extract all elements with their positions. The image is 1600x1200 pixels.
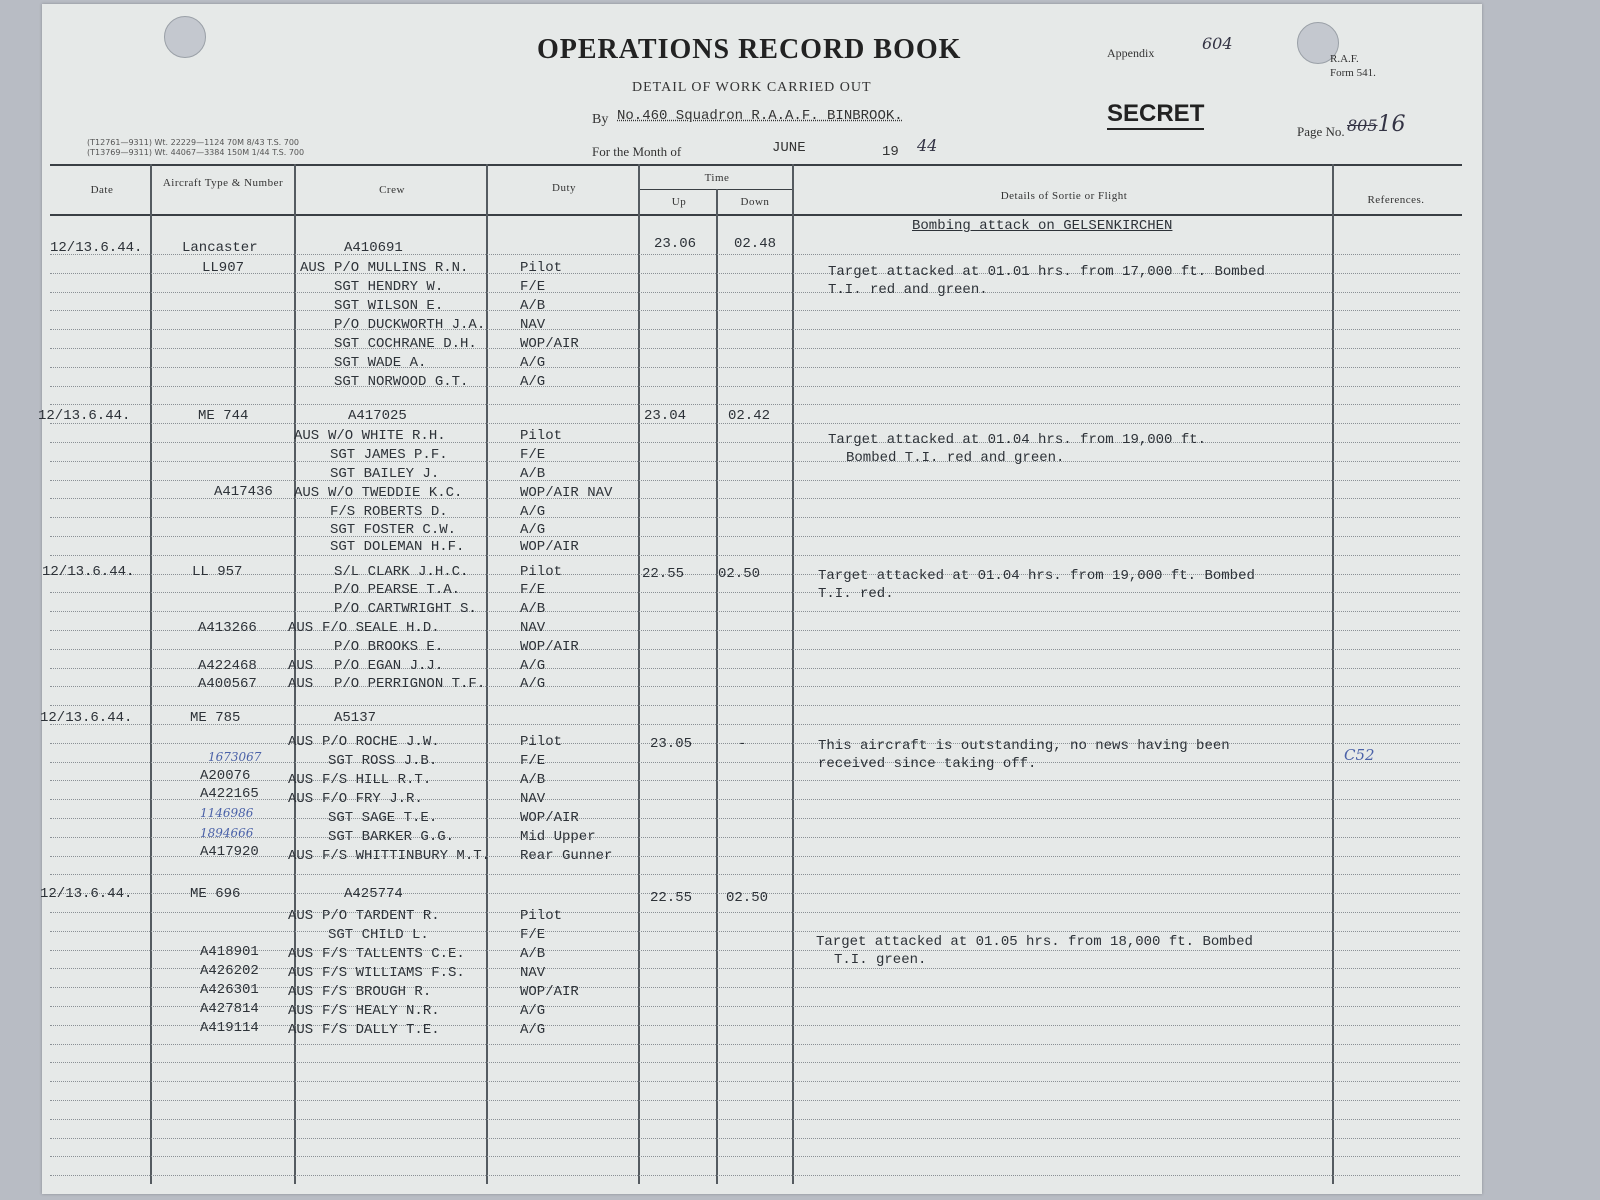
entry-4-crew-name-5: SGT SAGE T.E.	[328, 810, 438, 826]
entry-1-crew-duty-1: Pilot	[520, 260, 563, 276]
form-reference	[1330, 52, 1376, 80]
entry-2-crew-duty-2: F/E	[520, 447, 546, 463]
col-header-duty: Duty	[552, 182, 576, 194]
entry-1-service-number: A410691	[344, 240, 403, 256]
ruled-line	[50, 668, 1460, 669]
entry-4-service-number: A5137	[334, 710, 377, 726]
entry-3-crew-name-1: S/L CLARK J.H.C.	[334, 564, 469, 580]
entry-3-crew-prefix-6: AUS	[288, 658, 314, 674]
entry-4-number-3: A417920	[200, 844, 259, 860]
ruled-line	[50, 931, 1460, 932]
entry-1-crew-name-2: SGT HENDRY W.	[334, 279, 444, 295]
entry-3-crew-duty-6: A/G	[520, 658, 546, 674]
ruled-line	[50, 912, 1460, 913]
entry-3-time-down: 02.50	[718, 566, 761, 582]
col-divider-crew	[486, 164, 488, 1184]
ruled-line	[50, 762, 1460, 763]
entry-3-crew-duty-2: F/E	[520, 582, 546, 598]
ruled-line	[50, 743, 1460, 744]
entry-4-crew-duty-4: NAV	[520, 791, 546, 807]
entry-4-hand-number-3: 1894666	[200, 826, 254, 840]
print-code	[87, 138, 304, 158]
ruled-line	[50, 874, 1460, 875]
entry-2-crew-name-7: SGT DOLEMAN H.F.	[330, 539, 465, 555]
entry-4-crew-duty-7: Rear Gunner	[520, 848, 613, 864]
entry-5-crew-duty-2: F/E	[520, 927, 546, 943]
page-title: OPERATIONS RECORD BOOK	[537, 34, 962, 65]
punch-hole-left	[164, 16, 206, 58]
ruled-line	[50, 386, 1460, 387]
ruled-line	[50, 1044, 1460, 1045]
entry-4-crew-duty-6: Mid Upper	[520, 829, 596, 845]
ruled-line	[50, 856, 1460, 857]
ruled-line	[50, 1025, 1460, 1026]
col-header-aircraft: Aircraft Type & Number	[162, 177, 284, 189]
entry-1-crew-name-1: P/O MULLINS R.N.	[334, 260, 469, 276]
page-number-label: Page No.	[1297, 124, 1345, 139]
form-ref-line-2: Form 541.	[1330, 67, 1376, 79]
entry-5-details-line-2: T.I. green.	[834, 952, 927, 968]
entry-4-time-down: -	[738, 736, 747, 752]
col-header-details: Details of Sortie or Flight	[1000, 190, 1128, 202]
entry-2-time-down: 02.42	[728, 408, 771, 424]
entry-2-crew-prefix-1: AUS	[294, 428, 320, 444]
ruled-line	[50, 404, 1460, 405]
entry-1-details-line-1: Target attacked at 01.01 hrs. from 17,000 ft. Bombed	[828, 264, 1265, 280]
entry-4-crew-duty-2: F/E	[520, 753, 546, 769]
ruled-line	[50, 348, 1460, 349]
col-header-date: Date	[90, 184, 114, 196]
entry-4-crew-name-2: SGT ROSS J.B.	[328, 753, 438, 769]
col-divider-time	[792, 164, 794, 1184]
entry-1-crew-duty-3: A/B	[520, 298, 546, 314]
entry-2-crew-duty-6: A/G	[520, 522, 546, 538]
ruled-line	[50, 310, 1460, 311]
entry-1-date: 12/13.6.44.	[50, 240, 143, 256]
entry-5-crew-prefix-4: AUS	[288, 965, 314, 981]
appendix-value: 604	[1202, 34, 1233, 53]
ruled-line	[50, 837, 1460, 838]
entry-1-crew-name-3: SGT WILSON E.	[334, 298, 444, 314]
ruled-line	[50, 1138, 1460, 1139]
year-prefix: 19	[882, 144, 899, 160]
entry-2-crew-duty-4: WOP/AIR NAV	[520, 485, 613, 501]
entry-5-crew-name-1: P/O TARDENT R.	[322, 908, 440, 924]
entry-3-time-up: 22.55	[642, 566, 685, 582]
year-value: 44	[917, 136, 938, 155]
entry-5-number-1: A418901	[200, 944, 259, 960]
entry-2-aircraft-number: ME 744	[198, 408, 249, 424]
entry-1-crew-duty-7: A/G	[520, 374, 546, 390]
entry-5-crew-duty-5: WOP/AIR	[520, 984, 579, 1000]
ruled-line	[50, 1006, 1460, 1007]
entry-4-aircraft-number: ME 785	[190, 710, 241, 726]
col-header-crew: Crew	[379, 184, 405, 196]
entry-1-crew-duty-2: F/E	[520, 279, 546, 295]
sortie-heading: Bombing attack on GELSENKIRCHEN	[912, 218, 1173, 234]
entry-5-crew-name-4: F/S WILLIAMS F.S.	[322, 965, 465, 981]
page-subtitle: DETAIL OF WORK CARRIED OUT	[632, 80, 872, 95]
entry-1-crew-name-6: SGT WADE A.	[334, 355, 427, 371]
ruled-line	[50, 442, 1460, 443]
entry-5-crew-duty-7: A/G	[520, 1022, 546, 1038]
ruled-line	[50, 987, 1460, 988]
entry-2-crew-name-3: SGT BAILEY J.	[330, 466, 440, 482]
entry-1-details-line-2: T.I. red and green.	[828, 282, 988, 298]
col-divider-duty	[638, 164, 640, 1184]
entry-4-crew-name-7: F/S WHITTINBURY M.T.	[322, 848, 491, 864]
col-divider-date	[150, 164, 152, 1184]
ruled-line	[50, 1156, 1460, 1157]
entry-5-number-3: A426301	[200, 982, 259, 998]
entry-1-aircraft-type: Lancaster	[182, 240, 258, 256]
page-number-new: 16	[1377, 112, 1406, 137]
entry-5-crew-name-6: F/S HEALY N.R.	[322, 1003, 440, 1019]
entry-3-crew-duty-3: A/B	[520, 601, 546, 617]
by-label: By	[592, 112, 609, 127]
entry-3-crew-name-3: P/O CARTWRIGHT S.	[334, 601, 477, 617]
entry-2-crew-name-5: F/S ROBERTS D.	[330, 504, 448, 520]
entry-3-number-2: A422468	[198, 658, 257, 674]
entry-3-crew-name-4: F/O SEALE H.D.	[322, 620, 440, 636]
entry-2-details-line-2: Bombed T.I. red and green.	[846, 450, 1065, 466]
page-number-value	[1347, 112, 1406, 137]
col-header-time: Time	[704, 172, 730, 184]
entry-1-crew-duty-4: NAV	[520, 317, 546, 333]
entry-5-crew-name-5: F/S BROUGH R.	[322, 984, 432, 1000]
entry-5-crew-duty-3: A/B	[520, 946, 546, 962]
ruled-line	[50, 780, 1460, 781]
entry-3-details-line-2: T.I. red.	[818, 586, 894, 602]
appendix-label: Appendix	[1107, 46, 1155, 60]
entry-1-crew-name-4: P/O DUCKWORTH J.A.	[334, 317, 486, 333]
ruled-line	[50, 649, 1460, 650]
ruled-line	[50, 555, 1460, 556]
entry-4-date: 12/13.6.44.	[40, 710, 133, 726]
entry-3-aircraft-number: LL 957	[192, 564, 243, 580]
ruled-line	[50, 630, 1460, 631]
entry-5-crew-duty-4: NAV	[520, 965, 546, 981]
entry-5-number-2: A426202	[200, 963, 259, 979]
entry-2-crew-name-6: SGT FOSTER C.W.	[330, 522, 457, 538]
entry-2-extra-number: A417436	[214, 484, 273, 500]
entry-4-crew-duty-5: WOP/AIR	[520, 810, 579, 826]
ruled-line	[50, 254, 1460, 255]
entry-3-crew-duty-5: WOP/AIR	[520, 639, 579, 655]
entry-5-crew-duty-6: A/G	[520, 1003, 546, 1019]
entry-2-crew-prefix-4: AUS	[294, 485, 320, 501]
entry-4-crew-duty-1: Pilot	[520, 734, 563, 750]
form-ref-line-1: R.A.F.	[1330, 53, 1359, 65]
ruled-line	[50, 461, 1460, 462]
ruled-line	[50, 329, 1460, 330]
entry-2-crew-name-2: SGT JAMES P.F.	[330, 447, 448, 463]
entry-4-crew-name-6: SGT BARKER G.G.	[328, 829, 455, 845]
ruled-line	[50, 611, 1460, 612]
ruled-line	[50, 367, 1460, 368]
entry-3-crew-duty-4: NAV	[520, 620, 546, 636]
ruled-line	[50, 950, 1460, 951]
entry-5-aircraft-number: ME 696	[190, 886, 241, 902]
entry-5-crew-prefix-5: AUS	[288, 984, 314, 1000]
entry-3-date: 12/13.6.44.	[42, 564, 135, 580]
entry-5-crew-prefix-7: AUS	[288, 1022, 314, 1038]
ruled-line	[50, 724, 1460, 725]
table-header-rule	[50, 214, 1462, 216]
entry-3-crew-name-6: P/O EGAN J.J.	[334, 658, 444, 674]
record-sheet	[38, 4, 1482, 1194]
entry-4-time-up: 23.05	[650, 736, 693, 752]
entry-4-crew-name-3: F/S HILL R.T.	[322, 772, 432, 788]
col-header-references: References.	[1367, 194, 1425, 206]
entry-3-crew-prefix-4: AUS	[288, 620, 314, 636]
ruled-line	[50, 818, 1460, 819]
entry-1-aircraft-number: LL907	[202, 260, 245, 276]
ruled-line	[50, 517, 1460, 518]
entry-4-details-line-2: received since taking off.	[818, 756, 1037, 772]
entry-4-hand-number-2: 1146986	[200, 806, 254, 820]
print-code-line-2: (T13769—9311) Wt. 44067—3384 150M 1/44 T.S. 700	[87, 148, 305, 157]
entry-4-number-2: A422165	[200, 786, 259, 802]
page-number-struck: 805	[1347, 116, 1378, 135]
ruled-line	[50, 1119, 1460, 1120]
entry-4-crew-prefix-3: AUS	[288, 772, 314, 788]
col-header-up: Up	[671, 196, 687, 208]
entry-5-time-down: 02.50	[726, 890, 769, 906]
entry-1-crew-duty-6: A/G	[520, 355, 546, 371]
entry-5-crew-name-7: F/S DALLY T.E.	[322, 1022, 440, 1038]
entry-4-number-1: A20076	[200, 768, 251, 784]
entry-4-crew-prefix-7: AUS	[288, 848, 314, 864]
entry-5-crew-prefix-3: AUS	[288, 946, 314, 962]
entry-5-crew-prefix-1: AUS	[288, 908, 314, 924]
entry-3-crew-prefix-7: AUS	[288, 676, 314, 692]
entry-1-crew-prefix-1: AUS	[300, 260, 326, 276]
ruled-line	[50, 705, 1460, 706]
entry-3-crew-duty-1: Pilot	[520, 564, 563, 580]
entry-5-details-line-1: Target attacked at 01.05 hrs. from 18,000 ft. Bombed	[816, 934, 1253, 950]
entry-4-crew-prefix-4: AUS	[288, 791, 314, 807]
ruled-line	[50, 1175, 1460, 1176]
ruled-line	[50, 536, 1460, 537]
ruled-line	[50, 1100, 1460, 1101]
entry-4-crew-duty-3: A/B	[520, 772, 546, 788]
entry-1-time-down: 02.48	[734, 236, 777, 252]
entry-4-hand-number-1: 1673067	[208, 750, 262, 764]
entry-4-details-line-1: This aircraft is outstanding, no news having been	[818, 738, 1230, 754]
print-code-line-1: (T12761—9311) Wt. 22229—1124 70M 8/43 T.S. 700	[87, 138, 300, 147]
entry-2-crew-duty-1: Pilot	[520, 428, 563, 444]
squadron-name: No.460 Squadron R.A.A.F. BINBROOK.	[617, 108, 903, 124]
entry-4-crew-name-4: F/O FRY J.R.	[322, 791, 423, 807]
entry-1-time-up: 23.06	[654, 236, 697, 252]
entry-5-date: 12/13.6.44.	[40, 886, 133, 902]
col-divider-details	[1332, 164, 1334, 1184]
entry-5-crew-duty-1: Pilot	[520, 908, 563, 924]
entry-3-crew-name-7: P/O PERRIGNON T.F.	[334, 676, 486, 692]
entry-5-time-up: 22.55	[650, 890, 693, 906]
entry-5-crew-prefix-6: AUS	[288, 1003, 314, 1019]
entry-1-crew-name-7: SGT NORWOOD G.T.	[334, 374, 469, 390]
entry-2-time-up: 23.04	[644, 408, 687, 424]
entry-2-crew-duty-7: WOP/AIR	[520, 539, 579, 555]
table-top-rule	[50, 164, 1462, 166]
col-header-down: Down	[740, 196, 770, 208]
entry-2-crew-duty-3: A/B	[520, 466, 546, 482]
ruled-line	[50, 968, 1460, 969]
entry-4-crew-name-1: P/O ROCHE J.W.	[322, 734, 440, 750]
entry-3-crew-name-2: P/O PEARSE T.A.	[334, 582, 461, 598]
entry-2-details-line-1: Target attacked at 01.04 hrs. from 19,000 ft.	[828, 432, 1207, 448]
month-value: JUNE	[772, 140, 806, 156]
entry-3-number-3: A400567	[198, 676, 257, 692]
entry-5-crew-name-2: SGT CHILD L.	[328, 927, 429, 943]
entry-3-crew-name-5: P/O BROOKS E.	[334, 639, 444, 655]
entry-4-crew-prefix-1: AUS	[288, 734, 314, 750]
ruled-line	[50, 1062, 1460, 1063]
secret-stamp: SECRET	[1107, 100, 1204, 130]
ruled-line	[50, 799, 1460, 800]
entry-2-crew-name-1: W/O WHITE R.H.	[328, 428, 446, 444]
entry-2-crew-duty-5: A/G	[520, 504, 546, 520]
ruled-line	[50, 686, 1460, 687]
ruled-line	[50, 480, 1460, 481]
entry-5-number-5: A419114	[200, 1020, 259, 1036]
entry-5-service-number: A425774	[344, 886, 403, 902]
ruled-line	[50, 1081, 1460, 1082]
ruled-line	[50, 292, 1460, 293]
entry-1-crew-duty-5: WOP/AIR	[520, 336, 579, 352]
entry-4-reference: C52	[1344, 746, 1375, 764]
ruled-line	[50, 592, 1460, 593]
entry-3-details-line-1: Target attacked at 01.04 hrs. from 19,000 ft. Bombed	[818, 568, 1255, 584]
entry-3-number-1: A413266	[198, 620, 257, 636]
entry-2-service-number: A417025	[348, 408, 407, 424]
entry-5-number-4: A427814	[200, 1001, 259, 1017]
entry-3-crew-duty-7: A/G	[520, 676, 546, 692]
entry-2-date: 12/13.6.44.	[38, 408, 131, 424]
entry-5-crew-name-3: F/S TALLENTS C.E.	[322, 946, 465, 962]
month-label: For the Month of	[592, 144, 682, 159]
entry-2-crew-name-4: W/O TWEDDIE K.C.	[328, 485, 463, 501]
entry-1-crew-name-5: SGT COCHRANE D.H.	[334, 336, 477, 352]
